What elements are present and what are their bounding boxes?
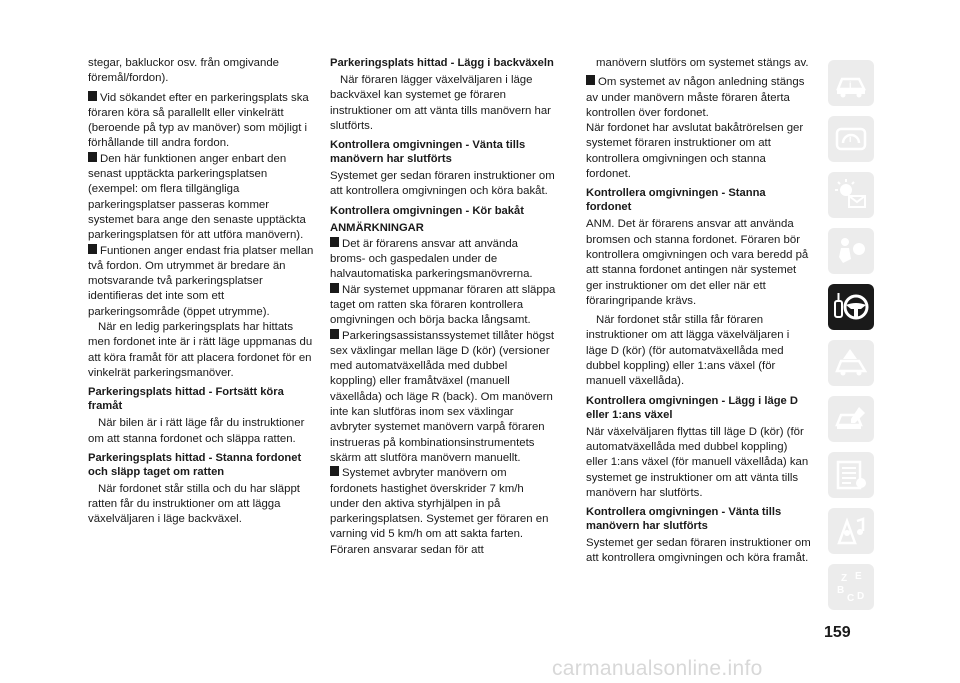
dashboard-warning-icon bbox=[833, 121, 869, 157]
note-icon bbox=[330, 466, 339, 476]
section-heading: Kontrollera omgivningen - Vänta tills manövern har slutförts bbox=[586, 506, 782, 533]
note-text: Den här funktionen anger enbart den senast upptäckta parkeringsplatsen (exempel: om flera tillgängliga parkeringsplatser passeras kommer systemet bara ange den senaste upptäckta parkeringsplatsen för att utföra manövern). bbox=[88, 152, 306, 242]
note-text: Parkeringsassistanssystemet tillåter högst sex växlingar mellan läge D (kör) (versioner med automatväxellåda med dubbel koppling) eller framåtväxel (manuell växellåda) och läge R (back). Om manövern inte kan slutföras inom sex växlingar avbryter systemet manövern varpå föraren instrueras på kombinationsinstrumentets skärm att slutföra manövern manuellt. bbox=[330, 329, 555, 464]
text-column-1 bbox=[88, 56, 314, 532]
note-icon bbox=[88, 91, 97, 101]
section-heading: Parkeringsplats hittad - Fortsätt köra framåt bbox=[88, 386, 284, 413]
note-icon bbox=[88, 152, 97, 162]
tab-safety[interactable] bbox=[828, 228, 874, 274]
tab-starting-driving[interactable] bbox=[828, 284, 874, 330]
tab-service[interactable] bbox=[828, 396, 874, 442]
note-item bbox=[330, 466, 556, 558]
note-icon bbox=[586, 75, 595, 85]
key-steering-wheel-icon bbox=[833, 289, 869, 325]
tab-dashboard[interactable] bbox=[828, 116, 874, 162]
note-item bbox=[330, 329, 556, 467]
lights-mail-icon bbox=[833, 177, 869, 213]
svg-text:E: E bbox=[855, 571, 862, 582]
note-icon bbox=[330, 283, 339, 293]
section-heading: Kontrollera omgivningen - Stanna fordonet bbox=[586, 187, 766, 214]
tab-lights[interactable] bbox=[828, 172, 874, 218]
note-text: Vid sökandet efter en parkeringsplats ska föraren köra så parallellt eller vinkelrätt (beroende på typ av manöver) som möjligt i förhållande till andra fordon. bbox=[88, 91, 309, 150]
svg-text:Z: Z bbox=[841, 573, 848, 584]
section-heading: Parkeringsplats hittad - Lägg i backväxeln bbox=[330, 57, 554, 69]
car-info-icon bbox=[833, 65, 869, 101]
paragraph: När fordonet står stilla får föraren instruktioner om att lägga växelväljaren i läge D (kör) (för automatväxellåda med dubbel koppling) eller 1:ans växel (för manuell växellåda). bbox=[586, 314, 790, 388]
paragraph: manövern slutförs om systemet stängs av. bbox=[596, 57, 809, 69]
specifications-list-icon bbox=[833, 457, 869, 493]
car-emergency-icon bbox=[833, 345, 869, 381]
text-column-3 bbox=[586, 56, 812, 571]
note-item bbox=[88, 152, 314, 244]
svg-text:i: i bbox=[849, 134, 852, 144]
safety-airbag-icon bbox=[833, 233, 869, 269]
paragraph: När bilen är i rätt läge får du instruktioner om att stanna fordonet och släppa ratten. bbox=[88, 417, 305, 445]
tab-specifications[interactable] bbox=[828, 452, 874, 498]
section-heading: Kontrollera omgivningen - Lägg i läge D eller 1:ans växel bbox=[586, 394, 798, 421]
page-number: 159 bbox=[824, 624, 851, 641]
section-heading: Parkeringsplats hittad - Stanna fordonet och släpp taget om ratten bbox=[88, 451, 302, 478]
paragraph: Systemet ger sedan föraren instruktioner om att kontrollera omgivningen och köra bakåt. bbox=[330, 170, 555, 198]
section-heading: Kontrollera omgivningen - Vänta tills manövern har slutförts bbox=[330, 139, 526, 166]
watermark: carmanualsonline.info bbox=[552, 657, 763, 680]
tab-index[interactable] bbox=[828, 564, 874, 610]
paragraph: När fordonet har avslutat bakåtrörelsen ger systemet föraren instruktioner om att kontrollera omgivningen och stanna fordonet. bbox=[586, 122, 804, 181]
svg-text:D: D bbox=[857, 591, 865, 602]
note-text: Funtionen anger endast fria platser mellan två fordon. Om utrymmet är bredare än motsvarande två parkeringsplatser identifieras det inte som ett parkeringsområde (öppet utrymme). bbox=[88, 244, 314, 318]
paragraph: ANM. Det är förarens ansvar att använda bromsen och stanna fordonet. Föraren bör kontrollera omgivningen och vara beredd på att stanna fordonet antingen när systemet ger instruktioner om det eller när ett föraringripande krävs. bbox=[586, 218, 809, 307]
notes-heading: ANMÄRKNINGAR bbox=[330, 221, 424, 234]
multimedia-icon bbox=[833, 513, 869, 549]
note-item bbox=[88, 244, 314, 320]
note-item bbox=[330, 237, 556, 283]
note-icon bbox=[330, 237, 339, 247]
paragraph: När en ledig parkeringsplats har hittats men fordonet inte är i rätt läge uppmanas du att köra framåt för att placera fordonet för en vinkelrät parkeringsmanöver. bbox=[88, 321, 313, 379]
tab-multimedia[interactable] bbox=[828, 508, 874, 554]
car-service-icon bbox=[833, 401, 869, 437]
alphabetical-index-icon bbox=[833, 569, 869, 605]
note-item bbox=[586, 75, 812, 121]
note-text: Systemet avbryter manövern om fordonets hastighet överskrider 7 km/h under den aktiva styrhjälpen in på parkeringsplatsen. Systemet ger föraren en varning vid 5 km/h om att sakta farten. Föraren ansvarar sedan för att bbox=[330, 467, 549, 556]
section-heading: Kontrollera omgivningen - Kör bakåt bbox=[330, 204, 524, 217]
note-item bbox=[88, 91, 314, 152]
note-icon bbox=[88, 244, 97, 254]
tab-emergency[interactable] bbox=[828, 340, 874, 386]
paragraph: Systemet ger sedan föraren instruktioner om att kontrollera omgivningen och köra framåt. bbox=[586, 537, 811, 565]
paragraph: När växelväljaren flyttas till läge D (kör) (för automatväxellåda med dubbel koppling) eller 1:ans växel (för manuell växellåda) kan systemet ge instruktioner om att vänta tills manövern har slutförts. bbox=[586, 425, 809, 499]
paragraph: stegar, bakluckor osv. från omgivande föremål/fordon). bbox=[88, 57, 279, 85]
note-text: När systemet uppmanar föraren att släppa taget om ratten ska föraren kontrollera omgivningen och börja backa långsamt. bbox=[330, 283, 556, 327]
note-text: Om systemet av någon anledning stängs av under manövern måste föraren återta kontrollen över fordonet. bbox=[586, 76, 805, 119]
svg-text:B: B bbox=[837, 585, 845, 596]
svg-text:i: i bbox=[849, 80, 852, 90]
note-text: Det är förarens ansvar att använda broms- och gaspedalen under de halvautomatiska parkeringsmanövrerna. bbox=[330, 237, 533, 281]
svg-text:C: C bbox=[847, 593, 855, 604]
note-item bbox=[330, 283, 556, 329]
text-column-2 bbox=[330, 56, 556, 558]
paragraph: När fordonet står stilla och du har släppt ratten får du instruktioner om att lägga växelväljaren i läge backväxel. bbox=[88, 482, 300, 526]
note-icon bbox=[330, 329, 339, 339]
paragraph: När föraren lägger växelväljaren i läge backväxel kan systemet ge föraren instruktioner om att vänta tills manövern har slutförts. bbox=[330, 74, 551, 132]
chapter-tabs bbox=[828, 60, 874, 620]
tab-car-info[interactable] bbox=[828, 60, 874, 106]
